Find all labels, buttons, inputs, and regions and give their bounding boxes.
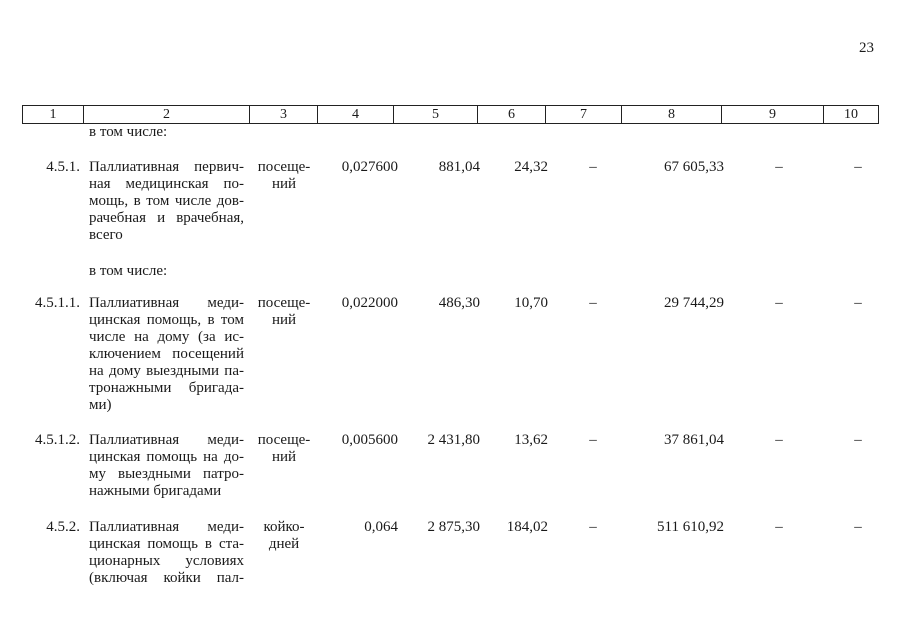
header-col-2: 2 (84, 106, 250, 124)
row-value-col9: – (775, 295, 783, 311)
row-number: 4.5.2. (46, 519, 80, 535)
row-name-line: Паллиативная первич- (89, 159, 244, 175)
header-col-3: 3 (250, 106, 318, 124)
row-name-line: Паллиативная меди- (89, 519, 244, 535)
row-name-line: на дому выездными па- (89, 363, 244, 379)
table-row (22, 519, 878, 591)
row-value-col5: 2 431,80 (427, 432, 480, 448)
row-name-line: мощь, в том числе дов- (89, 193, 244, 209)
row-value-col7: – (589, 159, 597, 175)
subheading-text: в том числе: (89, 124, 168, 140)
header-col-1: 1 (23, 106, 84, 124)
row-value-col4: 0,064 (364, 519, 398, 535)
row-unit-line: ний (271, 312, 297, 328)
table-row (22, 295, 878, 417)
page-number: 23 (859, 40, 874, 56)
subheading-text: в том числе: (89, 263, 168, 279)
row-value-col4: 0,005600 (341, 432, 398, 448)
row-name (89, 519, 244, 587)
row-number: 4.5.1.1. (35, 295, 80, 311)
row-unit-line: дней (268, 536, 300, 552)
header-row (23, 106, 879, 124)
row-value-col9: – (775, 159, 783, 175)
row-value-col8: 37 861,04 (664, 432, 724, 448)
row-name-line: ми) (89, 397, 112, 413)
row-value-col6: 13,62 (514, 432, 548, 448)
row-value-col8: 67 605,33 (664, 159, 724, 175)
row-value-col7: – (589, 519, 597, 535)
row-value-col7: – (589, 295, 597, 311)
row-unit (254, 432, 314, 466)
row-name (89, 159, 244, 244)
row-value-col10: – (854, 519, 862, 535)
row-value-col6: 10,70 (514, 295, 548, 311)
header-col-4: 4 (318, 106, 394, 124)
row-name-line: ционарных условиях (89, 553, 244, 569)
row-value-col9: – (775, 432, 783, 448)
row-value-col5: 881,04 (438, 159, 480, 175)
row-name-line: ная медицинская по- (89, 176, 244, 192)
row-name-line: нажными бригадами (89, 483, 222, 499)
row-name-line: Паллиативная меди- (89, 295, 244, 311)
row-value-col6: 184,02 (506, 519, 548, 535)
row-unit-line: посеще- (257, 295, 311, 311)
row-name-line: цинская помощь в ста- (89, 536, 244, 552)
row-unit (254, 519, 314, 553)
table-body (22, 124, 878, 591)
row-name (89, 432, 244, 500)
table-row (22, 432, 878, 504)
row-value-col7: – (589, 432, 597, 448)
row-name-line: Паллиативная меди- (89, 432, 244, 448)
row-unit-line: ний (271, 449, 297, 465)
header-col-6: 6 (478, 106, 546, 124)
row-name-line: тронажными бригада- (89, 380, 244, 396)
row-unit-line: койко- (263, 519, 305, 535)
row-name-line: цинская помощь на до- (89, 449, 244, 465)
row-name-line: рачебная и врачебная, (89, 210, 244, 226)
header-col-9: 9 (722, 106, 824, 124)
row-name-line: цинская помощь, в том (89, 312, 244, 328)
row-number: 4.5.1.2. (35, 432, 80, 448)
row-name-line: (включая койки пал- (89, 570, 244, 586)
row-value-col8: 511 610,92 (657, 519, 724, 535)
row-value-col10: – (854, 295, 862, 311)
header-col-7: 7 (546, 106, 622, 124)
subheading-row (22, 124, 878, 141)
column-number-header (22, 105, 879, 124)
row-value-col9: – (775, 519, 783, 535)
row-number: 4.5.1. (46, 159, 80, 175)
row-unit (254, 295, 314, 329)
row-unit (254, 159, 314, 193)
subheading-row (22, 263, 878, 280)
row-value-col4: 0,022000 (341, 295, 398, 311)
row-value-col5: 2 875,30 (427, 519, 480, 535)
row-unit-line: посеще- (257, 159, 311, 175)
row-name-line: ключением посещений (89, 346, 244, 362)
row-value-col8: 29 744,29 (664, 295, 724, 311)
row-value-col5: 486,30 (438, 295, 480, 311)
table-row (22, 159, 878, 249)
header-col-5: 5 (394, 106, 478, 124)
row-name-line: числе на дому (за ис- (89, 329, 244, 345)
row-name (89, 295, 244, 414)
header-col-10: 10 (824, 106, 879, 124)
row-unit-line: посеще- (257, 432, 311, 448)
header-col-8: 8 (622, 106, 722, 124)
row-value-col10: – (854, 159, 862, 175)
row-name-line: всего (89, 227, 123, 243)
row-unit-line: ний (271, 176, 297, 192)
row-value-col10: – (854, 432, 862, 448)
row-value-col4: 0,027600 (341, 159, 398, 175)
row-name-line: му выездными патро- (89, 466, 244, 482)
row-value-col6: 24,32 (514, 159, 548, 175)
